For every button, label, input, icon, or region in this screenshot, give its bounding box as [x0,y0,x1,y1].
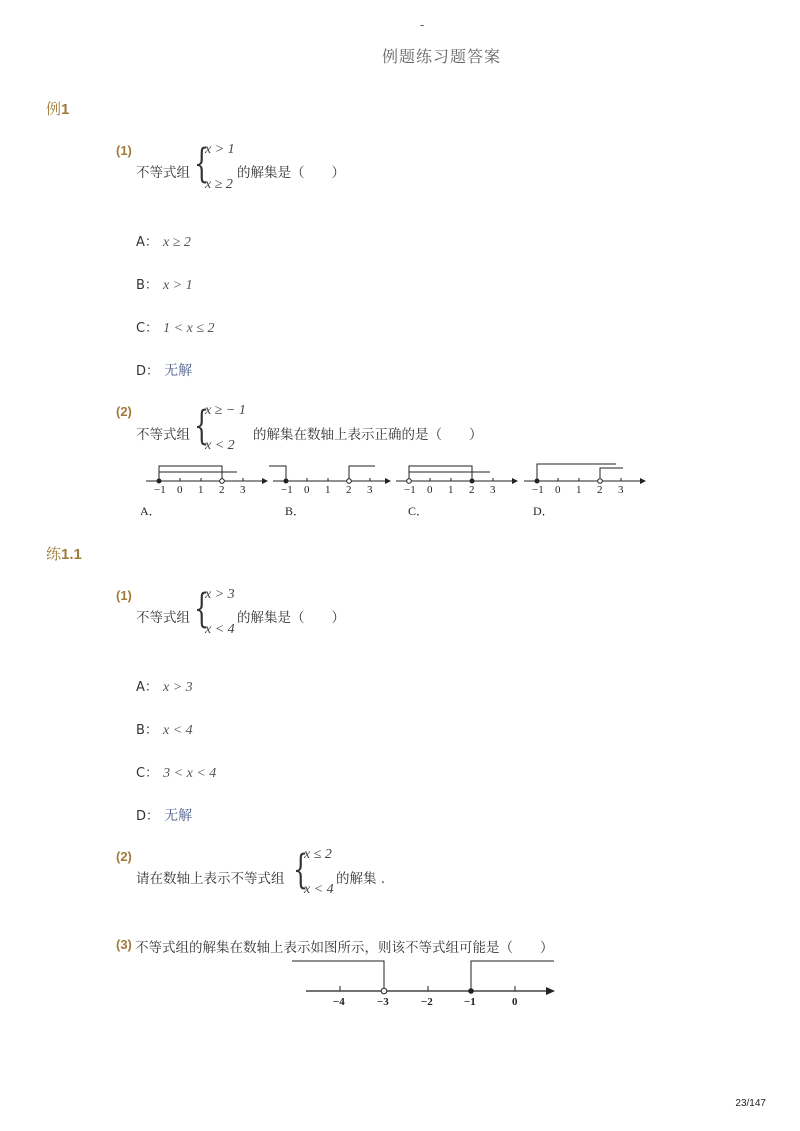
tick-label: −1 [281,484,293,496]
option-a[interactable] [136,231,191,251]
system-line-1: x ≤ 2 [304,847,332,862]
question-stem-pre: 不等式组 [136,165,190,181]
question-number: (1) [116,588,132,603]
option-c[interactable] [136,317,215,337]
page-number: 23/147 [735,1098,766,1109]
number-line-d[interactable] [524,464,646,518]
section-practice-1-1 [46,543,82,564]
system-line-1: x ≥ − 1 [205,403,246,418]
question-stem-post: 的解集 . [336,871,386,887]
choice-label: B． [285,504,306,518]
section-example-1 [46,98,69,119]
question-number: (1) [116,143,132,158]
tick-label: 0 [427,484,433,496]
option-value: 无解 [164,363,193,379]
option-value: 无解 [164,808,193,824]
option-d[interactable] [136,360,192,380]
tick-label: 3 [367,484,373,496]
tick-label: 0 [177,484,183,496]
option-letter: A： [136,680,158,695]
option-value: x ≥ 2 [163,235,191,250]
option-value: x > 3 [163,680,193,695]
option-d[interactable] [136,805,192,825]
system-brace: { [194,586,210,632]
tick-label: 0 [555,484,561,496]
tick-label: −4 [333,996,345,1008]
tick-label: −1 [154,484,166,496]
option-letter: A： [136,235,158,250]
tick-label: 2 [469,484,475,496]
system-line-2: x < 2 [205,438,235,453]
tick-label: −1 [464,996,476,1008]
system-line-2: x < 4 [304,882,334,897]
section-prefix: 例 [46,100,62,118]
question-number: (2) [116,404,132,419]
system-line-1: x > 1 [205,142,235,157]
tick-label: 1 [576,484,582,496]
option-value: x < 4 [163,723,193,738]
tick-label: 0 [304,484,310,496]
option-b[interactable] [136,719,193,739]
system-line-2: x < 4 [205,622,235,637]
tick-label: 0 [512,996,518,1008]
option-letter: D： [136,364,160,379]
question-stem-pre: 请在数轴上表示不等式组 [136,871,285,887]
option-letter: B： [136,723,158,738]
number-line-choices [140,458,660,524]
option-letter: D： [136,809,160,824]
tick-label: −1 [404,484,416,496]
choice-label: A． [140,504,161,518]
tick-label: −2 [421,996,433,1008]
number-line-c[interactable] [396,466,518,518]
tick-label: 3 [240,484,246,496]
question-stem-post: 的解集在数轴上表示正确的是（ ） [253,427,483,443]
option-value: 3 < x < 4 [163,766,217,781]
question-number: (2) [116,849,132,864]
section-prefix: 练 [46,545,62,563]
choice-label: D． [533,504,554,518]
tick-label: 2 [597,484,603,496]
question-stem-post: 的解集是（ ） [237,610,345,626]
option-letter: C： [136,766,159,781]
section-number: 1.1 [61,546,82,563]
tick-label: 2 [219,484,225,496]
option-letter: C： [136,321,159,336]
tick-label: 3 [618,484,624,496]
option-value: x > 1 [163,278,193,293]
tick-label: 1 [325,484,331,496]
question-stem-pre: 不等式组 [136,427,190,443]
question-number: (3) [116,937,132,952]
page-title: 例题练习题答案 [382,47,502,66]
tick-label: 2 [346,484,352,496]
option-value: 1 < x ≤ 2 [163,321,215,336]
system-line-2: x ≥ 2 [205,177,233,192]
number-line-a[interactable] [140,466,268,518]
option-c[interactable] [136,762,216,782]
number-line-figure [290,955,560,1015]
option-letter: B： [136,278,158,293]
tick-label: 1 [448,484,454,496]
tick-label: −1 [532,484,544,496]
system-brace: { [293,847,309,893]
header-dash: - [420,18,425,32]
system-line-1: x > 3 [205,587,235,602]
question-stem: 不等式组的解集在数轴上表示如图所示，则该不等式组可能是（ ） [135,940,554,956]
question-stem-post: 的解集是（ ） [237,165,345,181]
tick-label: 3 [490,484,496,496]
question-stem-pre: 不等式组 [136,610,190,626]
option-a[interactable] [136,676,193,696]
system-brace: { [194,141,210,187]
choice-label: C． [408,504,429,518]
section-number: 1 [61,101,70,118]
option-b[interactable] [136,274,193,294]
tick-label: 1 [198,484,204,496]
tick-label: −3 [377,996,389,1008]
system-brace: { [194,403,210,449]
number-line-b[interactable] [269,466,391,518]
